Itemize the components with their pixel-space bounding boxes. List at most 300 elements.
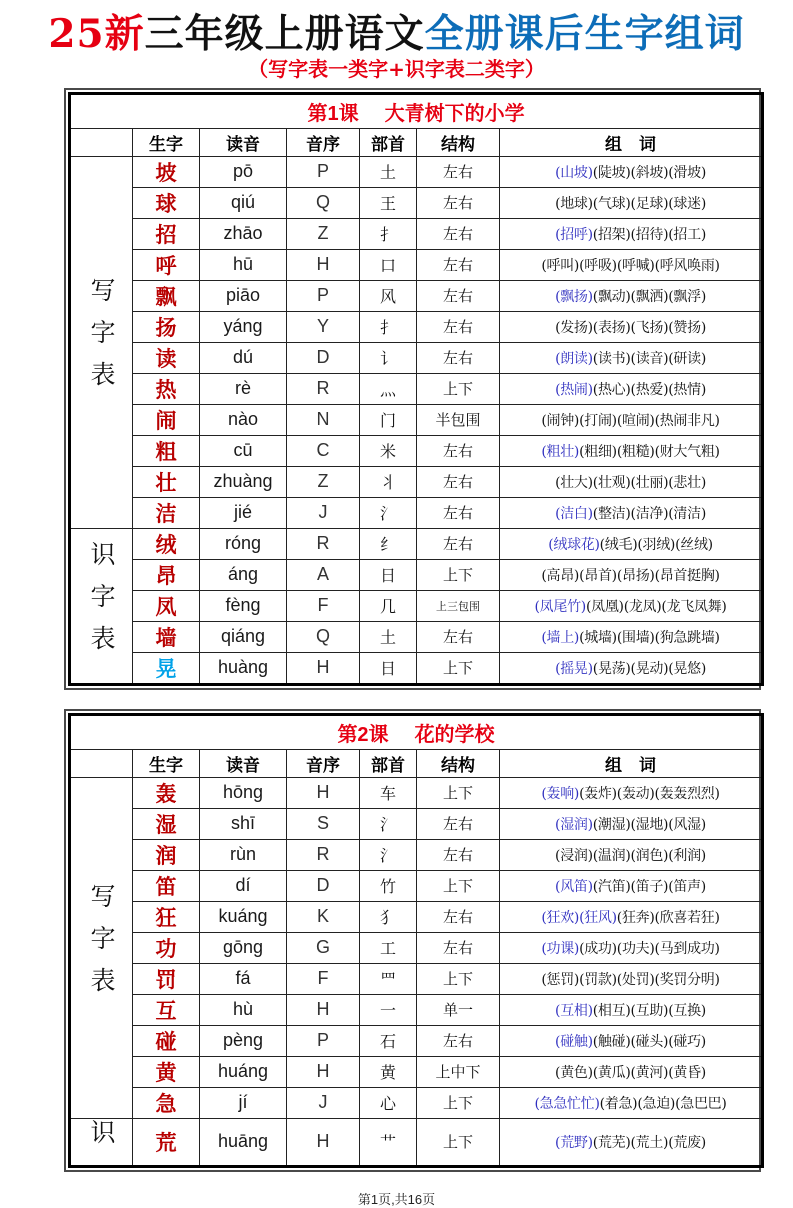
words-cell	[500, 621, 763, 652]
char-cell: 热	[133, 373, 200, 404]
group-header-empty	[70, 749, 133, 777]
word: (读音)	[630, 350, 669, 367]
column-header: 音序	[287, 749, 360, 777]
initial-cell: H	[287, 777, 360, 808]
initial-cell: H	[287, 1056, 360, 1087]
words-cell	[500, 1056, 763, 1087]
initial-cell: Y	[287, 311, 360, 342]
word: (汽笛)	[592, 878, 631, 895]
table-row	[70, 932, 763, 963]
table-row	[70, 994, 763, 1025]
radical-cell: 犭	[360, 901, 417, 932]
words-cell	[500, 249, 763, 280]
words-cell	[500, 777, 763, 808]
pinyin-cell: róng	[200, 528, 287, 559]
word: (互助)	[630, 1002, 669, 1019]
radical-cell: 氵	[360, 497, 417, 528]
word: (招工)	[668, 226, 706, 243]
char-cell: 球	[133, 187, 200, 218]
pinyin-cell: fá	[200, 963, 287, 994]
table-row	[70, 1025, 763, 1056]
initial-cell: F	[287, 963, 360, 994]
column-header: 结构	[417, 749, 500, 777]
initial-cell: D	[287, 342, 360, 373]
word: (热情)	[668, 381, 706, 398]
char-cell: 罚	[133, 963, 200, 994]
word: (潮湿)	[592, 816, 631, 833]
pinyin-cell: nào	[200, 404, 287, 435]
radical-cell: 一	[360, 994, 417, 1025]
initial-cell: K	[287, 901, 360, 932]
word: (粗糙)	[616, 443, 655, 460]
table-row	[70, 373, 763, 404]
group-label-text: 写字表	[87, 882, 116, 1009]
table-row	[70, 218, 763, 249]
structure-cell: 半包围	[417, 404, 500, 435]
char-cell: 轰	[133, 777, 200, 808]
word-highlighted: (狂欢)	[541, 909, 580, 926]
word: (球迷)	[668, 195, 706, 212]
char-cell: 狂	[133, 901, 200, 932]
radical-cell: 扌	[360, 311, 417, 342]
char-cell: 壮	[133, 466, 200, 497]
words-cell	[500, 435, 763, 466]
column-header: 结构	[417, 128, 500, 156]
radical-cell: 丬	[360, 466, 417, 497]
word: (昂首)	[579, 567, 617, 584]
word: (相互)	[592, 1002, 631, 1019]
word: (喧闹)	[616, 412, 655, 429]
words-cell	[500, 280, 763, 311]
word: (利润)	[668, 847, 706, 864]
pinyin-cell: áng	[200, 559, 287, 590]
words-cell	[500, 404, 763, 435]
structure-cell: 左右	[417, 621, 500, 652]
char-cell: 呼	[133, 249, 200, 280]
initial-cell: Q	[287, 187, 360, 218]
tables-container	[0, 88, 793, 1172]
radical-cell: 工	[360, 932, 417, 963]
title-part-red: 25新	[48, 11, 145, 57]
words-cell	[500, 373, 763, 404]
char-cell: 功	[133, 932, 200, 963]
radical-cell: 土	[360, 156, 417, 187]
char-cell: 润	[133, 839, 200, 870]
words-cell	[500, 187, 763, 218]
initial-cell: A	[287, 559, 360, 590]
radical-cell: 日	[360, 559, 417, 590]
table-row	[70, 1056, 763, 1087]
word: (荒土)	[630, 1134, 669, 1151]
pinyin-cell: shī	[200, 808, 287, 839]
initial-cell: G	[287, 932, 360, 963]
word-highlighted: (轰响)	[541, 785, 580, 802]
initial-cell: S	[287, 808, 360, 839]
table-row	[70, 901, 763, 932]
word: (研读)	[668, 350, 706, 367]
word: (洁净)	[630, 505, 669, 522]
initial-cell: J	[287, 497, 360, 528]
word-highlighted: (飘扬)	[555, 288, 593, 305]
word: (发扬)	[555, 319, 593, 336]
word-highlighted: (狂风)	[579, 909, 617, 926]
words-cell	[500, 218, 763, 249]
radical-cell: 日	[360, 652, 417, 684]
structure-cell: 左右	[417, 466, 500, 497]
char-cell: 读	[133, 342, 200, 373]
table-row	[70, 528, 763, 559]
lesson-number: 第2课	[337, 723, 389, 746]
column-header: 部首	[360, 749, 417, 777]
word: (气球)	[592, 195, 631, 212]
radical-cell: 土	[360, 621, 417, 652]
word: (润色)	[630, 847, 669, 864]
word-highlighted: (墙上)	[541, 629, 580, 646]
word: (呼喊)	[616, 257, 655, 274]
word-highlighted: (洁白)	[555, 505, 593, 522]
word: (表扬)	[592, 319, 631, 336]
word: (温润)	[592, 847, 631, 864]
word: (互换)	[668, 1002, 706, 1019]
structure-cell: 左右	[417, 808, 500, 839]
table-row	[70, 839, 763, 870]
table-row	[70, 249, 763, 280]
char-cell: 闹	[133, 404, 200, 435]
pinyin-cell: zhāo	[200, 218, 287, 249]
table-row	[70, 435, 763, 466]
words-cell	[500, 932, 763, 963]
word: (地球)	[555, 195, 593, 212]
structure-cell: 单一	[417, 994, 500, 1025]
words-cell	[500, 1118, 763, 1166]
structure-cell: 上下	[417, 373, 500, 404]
initial-cell: P	[287, 156, 360, 187]
words-cell	[500, 808, 763, 839]
word: (飘动)	[592, 288, 631, 305]
initial-cell: Z	[287, 466, 360, 497]
title-part-blue: 全册课后生字组词	[424, 11, 745, 57]
structure-cell: 上下	[417, 652, 500, 684]
pinyin-cell: fèng	[200, 590, 287, 621]
radical-cell: 讠	[360, 342, 417, 373]
pinyin-cell: huāng	[200, 1118, 287, 1166]
words-cell	[500, 652, 763, 684]
word: (飘浮)	[668, 288, 706, 305]
structure-cell: 上下	[417, 777, 500, 808]
words-cell	[500, 497, 763, 528]
lesson-number: 第1课	[307, 102, 359, 125]
structure-cell: 左右	[417, 839, 500, 870]
word: (斜坡)	[630, 164, 669, 181]
word: (闹钟)	[541, 412, 580, 429]
word: (浸润)	[555, 847, 593, 864]
word: (滑坡)	[668, 164, 706, 181]
table-row	[70, 963, 763, 994]
char-cell: 急	[133, 1087, 200, 1118]
words-cell	[500, 839, 763, 870]
words-cell	[500, 1087, 763, 1118]
word: (呼吸)	[579, 257, 617, 274]
page-subtitle: （写字表一类字+识字表二类字）	[248, 56, 545, 81]
initial-cell: R	[287, 373, 360, 404]
structure-cell: 左右	[417, 249, 500, 280]
word: (壮丽)	[630, 474, 669, 491]
group-label-text: 写字表	[87, 277, 116, 404]
initial-cell: H	[287, 1118, 360, 1166]
pinyin-cell: dí	[200, 870, 287, 901]
initial-cell: R	[287, 839, 360, 870]
table-row	[70, 156, 763, 187]
pinyin-cell: cū	[200, 435, 287, 466]
words-cell	[500, 870, 763, 901]
pinyin-cell: rè	[200, 373, 287, 404]
word: (碰巧)	[668, 1033, 706, 1050]
group-label	[70, 1118, 133, 1166]
pinyin-cell: zhuàng	[200, 466, 287, 497]
char-cell: 湿	[133, 808, 200, 839]
table-row	[70, 559, 763, 590]
char-cell: 晃	[133, 652, 200, 684]
structure-cell: 左右	[417, 187, 500, 218]
words-cell	[500, 559, 763, 590]
word: (昂扬)	[616, 567, 655, 584]
char-cell: 坡	[133, 156, 200, 187]
group-label-text: 识	[87, 1118, 116, 1161]
words-cell	[500, 590, 763, 621]
column-header: 读音	[200, 128, 287, 156]
word-highlighted: (招呼)	[555, 226, 593, 243]
word: (绒毛)	[599, 536, 638, 553]
initial-cell: Q	[287, 621, 360, 652]
word: (凤凰)	[585, 598, 624, 615]
radical-cell: 氵	[360, 839, 417, 870]
word: (荒芜)	[592, 1134, 631, 1151]
initial-cell: R	[287, 528, 360, 559]
words-cell	[500, 901, 763, 932]
word: (晃动)	[630, 660, 669, 677]
column-header: 读音	[200, 749, 287, 777]
word: (成功)	[579, 940, 617, 957]
word: (急迫)	[637, 1095, 676, 1112]
pinyin-cell: rùn	[200, 839, 287, 870]
word: (荒废)	[668, 1134, 706, 1151]
word-highlighted: (功课)	[541, 940, 580, 957]
words-cell	[500, 1025, 763, 1056]
word: (狗急跳墙)	[654, 629, 720, 646]
word: (城墙)	[579, 629, 617, 646]
word: (黄昏)	[668, 1064, 706, 1081]
table-row	[70, 1118, 763, 1166]
radical-cell: 石	[360, 1025, 417, 1056]
words-cell	[500, 994, 763, 1025]
word-highlighted: (绒球花)	[548, 536, 600, 553]
word-highlighted: (湿润)	[555, 816, 593, 833]
word: (湿地)	[630, 816, 669, 833]
char-cell: 绒	[133, 528, 200, 559]
char-cell: 粗	[133, 435, 200, 466]
structure-cell: 上下	[417, 1118, 500, 1166]
initial-cell: N	[287, 404, 360, 435]
word: (陡坡)	[592, 164, 631, 181]
table-row	[70, 621, 763, 652]
word: (壮观)	[592, 474, 631, 491]
char-cell: 互	[133, 994, 200, 1025]
column-header: 组 词	[500, 128, 763, 156]
radical-cell: 黄	[360, 1056, 417, 1087]
word-highlighted: (风笛)	[555, 878, 593, 895]
group-header-empty	[70, 128, 133, 156]
word: (读书)	[592, 350, 631, 367]
word: (惩罚)	[541, 971, 580, 988]
structure-cell: 左右	[417, 156, 500, 187]
word-highlighted: (碰触)	[555, 1033, 593, 1050]
lesson-name: 花的学校	[414, 723, 495, 746]
char-cell: 洁	[133, 497, 200, 528]
char-cell: 荒	[133, 1118, 200, 1166]
word: (丝绒)	[675, 536, 713, 553]
word: (轰炸)	[579, 785, 617, 802]
word-highlighted: (急急忙忙)	[534, 1095, 600, 1112]
word: (晃悠)	[668, 660, 706, 677]
char-cell: 招	[133, 218, 200, 249]
lesson-table-2	[64, 709, 761, 1172]
structure-cell: 左右	[417, 342, 500, 373]
word-highlighted: (凤尾竹)	[534, 598, 586, 615]
word: (黄河)	[630, 1064, 669, 1081]
word: (晃荡)	[592, 660, 631, 677]
initial-cell: Z	[287, 218, 360, 249]
word: (轰动)	[616, 785, 655, 802]
word-highlighted: (摇晃)	[555, 660, 593, 677]
char-cell: 昂	[133, 559, 200, 590]
radical-cell: 车	[360, 777, 417, 808]
group-label	[70, 528, 133, 684]
title-part-black: 三年级上册语文	[144, 11, 425, 57]
words-cell	[500, 311, 763, 342]
word-highlighted: (朗读)	[555, 350, 593, 367]
radical-cell: 米	[360, 435, 417, 466]
word: (狂奔)	[616, 909, 655, 926]
pinyin-cell: qiáng	[200, 621, 287, 652]
word: (龙凤)	[623, 598, 662, 615]
word: (呼风唤雨)	[654, 257, 720, 274]
word: (风湿)	[668, 816, 706, 833]
initial-cell: F	[287, 590, 360, 621]
initial-cell: C	[287, 435, 360, 466]
pinyin-cell: piāo	[200, 280, 287, 311]
word: (着急)	[599, 1095, 638, 1112]
table-row	[70, 466, 763, 497]
word: (招架)	[592, 226, 631, 243]
words-cell	[500, 342, 763, 373]
word: (清洁)	[668, 505, 706, 522]
word: (急巴巴)	[675, 1095, 727, 1112]
structure-cell: 左右	[417, 528, 500, 559]
word: (黄瓜)	[592, 1064, 631, 1081]
word: (高昂)	[541, 567, 580, 584]
structure-cell: 左右	[417, 1025, 500, 1056]
radical-cell: 灬	[360, 373, 417, 404]
radical-cell: 竹	[360, 870, 417, 901]
char-cell: 墙	[133, 621, 200, 652]
group-label-text: 识字表	[87, 540, 116, 667]
char-cell: 笛	[133, 870, 200, 901]
structure-cell: 左右	[417, 218, 500, 249]
word: (处罚)	[616, 971, 655, 988]
word: (飞扬)	[630, 319, 669, 336]
pinyin-cell: huàng	[200, 652, 287, 684]
word: (整洁)	[592, 505, 631, 522]
table-row	[70, 808, 763, 839]
word: (功夫)	[616, 940, 655, 957]
pinyin-cell: pèng	[200, 1025, 287, 1056]
word: (壮大)	[555, 474, 593, 491]
pinyin-cell: hù	[200, 994, 287, 1025]
pinyin-cell: jié	[200, 497, 287, 528]
table-row	[70, 870, 763, 901]
lesson-title	[70, 93, 763, 128]
structure-cell: 左右	[417, 932, 500, 963]
group-label	[70, 777, 133, 1118]
word-highlighted: (山坡)	[555, 164, 593, 181]
radical-cell: 扌	[360, 218, 417, 249]
radical-cell: 门	[360, 404, 417, 435]
structure-cell: 上三包围	[417, 590, 500, 621]
radical-cell: 风	[360, 280, 417, 311]
structure-cell: 上中下	[417, 1056, 500, 1087]
word: (罚款)	[579, 971, 617, 988]
radical-cell: 纟	[360, 528, 417, 559]
table-row	[70, 497, 763, 528]
word: (赞扬)	[668, 319, 706, 336]
words-cell	[500, 528, 763, 559]
table-row	[70, 1087, 763, 1118]
word: (呼叫)	[541, 257, 580, 274]
pinyin-cell: huáng	[200, 1056, 287, 1087]
structure-cell: 左右	[417, 435, 500, 466]
group-label	[70, 156, 133, 528]
char-cell: 凤	[133, 590, 200, 621]
lesson-name: 大青树下的小学	[384, 102, 525, 125]
word-highlighted: (互相)	[555, 1002, 593, 1019]
table-row	[70, 777, 763, 808]
word: (黄色)	[555, 1064, 593, 1081]
word: (羽绒)	[637, 536, 676, 553]
table-row	[70, 404, 763, 435]
table-row	[70, 311, 763, 342]
table-row	[70, 280, 763, 311]
word: (碰头)	[630, 1033, 669, 1050]
pinyin-cell: qiú	[200, 187, 287, 218]
structure-cell: 上下	[417, 1087, 500, 1118]
pinyin-cell: pō	[200, 156, 287, 187]
radical-cell: 王	[360, 187, 417, 218]
table-row	[70, 342, 763, 373]
initial-cell: H	[287, 652, 360, 684]
word-highlighted: (粗壮)	[541, 443, 580, 460]
words-cell	[500, 156, 763, 187]
pinyin-cell: dú	[200, 342, 287, 373]
initial-cell: D	[287, 870, 360, 901]
table-row	[70, 187, 763, 218]
table-row	[70, 652, 763, 684]
radical-cell: 氵	[360, 808, 417, 839]
structure-cell: 左右	[417, 280, 500, 311]
initial-cell: P	[287, 1025, 360, 1056]
pinyin-cell: hū	[200, 249, 287, 280]
structure-cell: 上下	[417, 559, 500, 590]
word: (奖罚分明)	[654, 971, 720, 988]
